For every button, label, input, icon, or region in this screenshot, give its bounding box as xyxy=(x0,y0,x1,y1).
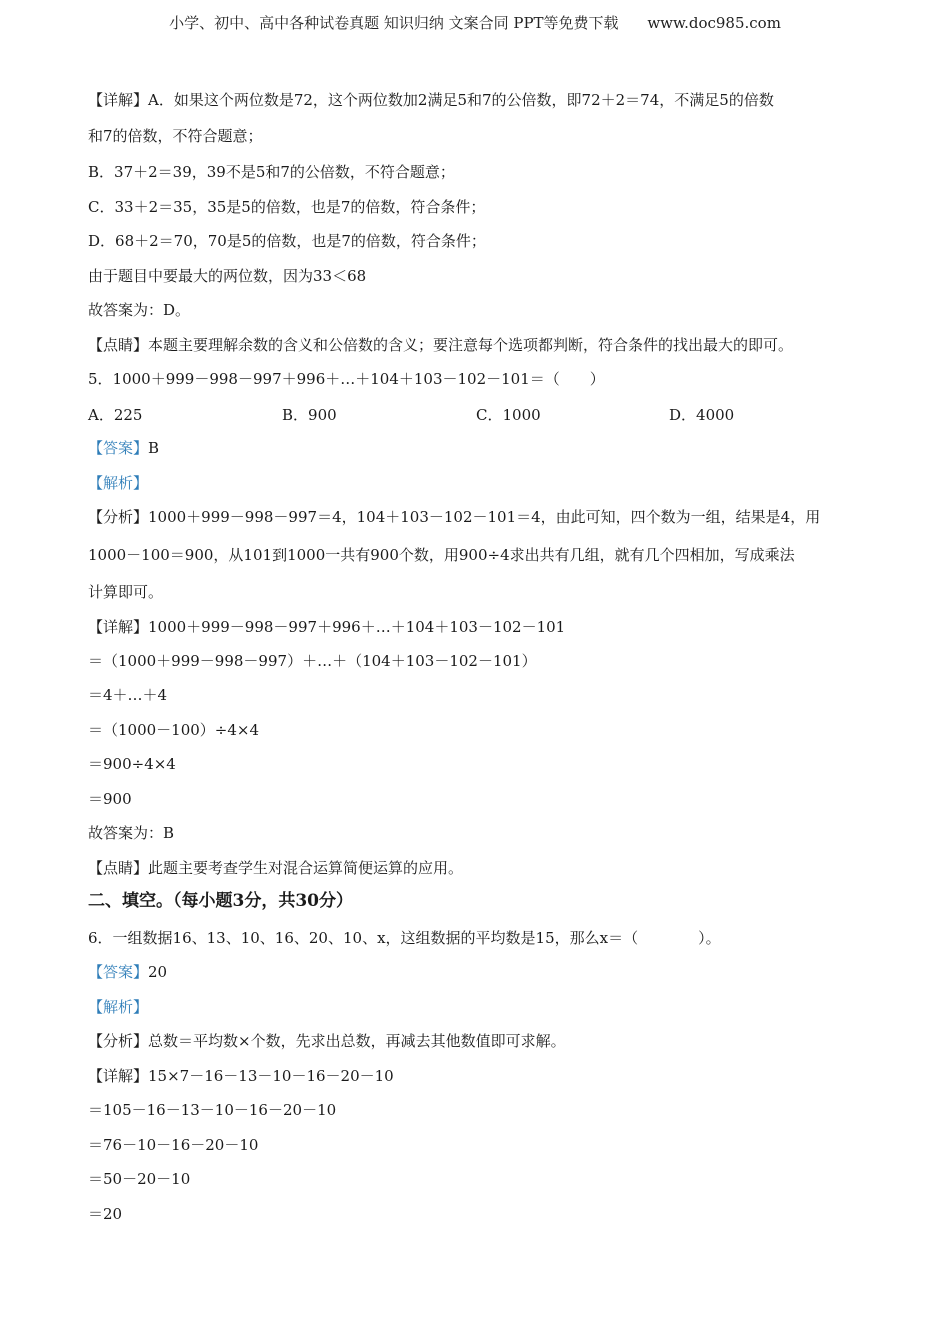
q6-analysis-tag: 【解析】 xyxy=(88,998,149,1016)
q5-detail-line-4: ＝（1000－100）÷4×4 xyxy=(88,721,260,739)
question-6: 6．一组数据16、13、10、16、20、10、x，这组数据的平均数是15，那么x＝（ ）。 xyxy=(88,929,721,947)
answer-value: B xyxy=(148,439,160,457)
tip-line: 【点睛】本题主要理解余数的含义和公倍数的含义；要注意每个选项都判断，符合条件的找出最大的即可。 xyxy=(88,336,794,354)
answer-tag: 【答案】 xyxy=(88,439,149,457)
q5-tip-line: 【点睛】此题主要考查学生对混合运算简便运算的应用。 xyxy=(88,859,464,877)
detail-line-2: 和7的倍数，不符合题意； xyxy=(88,127,263,145)
q5-option-b: B．900 xyxy=(282,406,337,424)
detail-line-6: 由于题目中要最大的两位数，因为33＜68 xyxy=(88,267,367,285)
detail-line-3: B．37＋2＝39，39不是5和7的公倍数，不符合题意； xyxy=(88,163,455,181)
q6-detail-line-4: ＝50－20－10 xyxy=(88,1170,191,1188)
q5-analysis-line-1: 【分析】1000＋999－998－997＝4，104＋103－102－101＝4，由此可知，四个数为一组，结果是4，用 xyxy=(88,508,821,526)
q5-detail-line-3: ＝4＋…＋4 xyxy=(88,686,168,704)
q5-detail-line-6: ＝900 xyxy=(88,790,132,808)
detail-line-4: C．33＋2＝35，35是5的倍数，也是7的倍数，符合条件； xyxy=(88,198,486,216)
q5-analysis-line-3: 计算即可。 xyxy=(88,583,164,601)
q5-option-c: C．1000 xyxy=(476,406,541,424)
detail-line-1: 【详解】A．如果这个两位数是72，这个两位数加2满足5和7的公倍数，即72＋2＝74，不满足5的倍数 xyxy=(88,91,774,109)
header-text: 小学、初中、高中各种试卷真题 知识归纳 文案合同 PPT等免费下载 xyxy=(169,14,619,32)
q5-answer xyxy=(88,438,159,458)
header-site-link[interactable]: www.doc985.com xyxy=(647,14,781,32)
detail-line-5: D．68＋2＝70，70是5的倍数，也是7的倍数，符合条件； xyxy=(88,232,486,250)
q6-detail-line-3: ＝76－10－16－20－10 xyxy=(88,1136,259,1154)
q5-analysis-tag: 【解析】 xyxy=(88,474,149,492)
q5-detail-line-1: 【详解】1000＋999－998－997＋996＋…＋104＋103－102－101 xyxy=(88,618,566,636)
page-header xyxy=(0,12,950,33)
q6-answer xyxy=(88,962,167,982)
q5-analysis-line-2: 1000－100＝900，从101到1000一共有900个数，用900÷4求出共有几组，就有几个四相加，写成乘法 xyxy=(88,546,795,564)
q6-detail-line-1: 【详解】15×7－16－13－10－16－20－10 xyxy=(88,1067,394,1085)
q5-option-d: D．4000 xyxy=(669,406,735,424)
q6-analysis-line: 【分析】总数＝平均数×个数，先求出总数，再减去其他数值即可求解。 xyxy=(88,1032,566,1050)
detail-line-7: 故答案为：D。 xyxy=(88,301,191,319)
q5-option-a: A．225 xyxy=(88,406,143,424)
answer-tag: 【答案】 xyxy=(88,963,149,981)
q5-detail-line-5: ＝900÷4×4 xyxy=(88,755,176,773)
q6-detail-line-2: ＝105－16－13－10－16－20－10 xyxy=(88,1101,337,1119)
question-5: 5．1000＋999－998－997＋996＋…＋104＋103－102－101＝（ ） xyxy=(88,370,605,388)
q5-detail-line-2: ＝（1000＋999－998－997）＋…＋（104＋103－102－101） xyxy=(88,652,537,670)
q5-detail-line-7: 故答案为：B xyxy=(88,824,175,842)
answer-value: 20 xyxy=(148,963,168,981)
q6-detail-line-5: ＝20 xyxy=(88,1205,123,1223)
section-2-title: 二、填空。（每小题3分，共30分） xyxy=(88,891,353,911)
